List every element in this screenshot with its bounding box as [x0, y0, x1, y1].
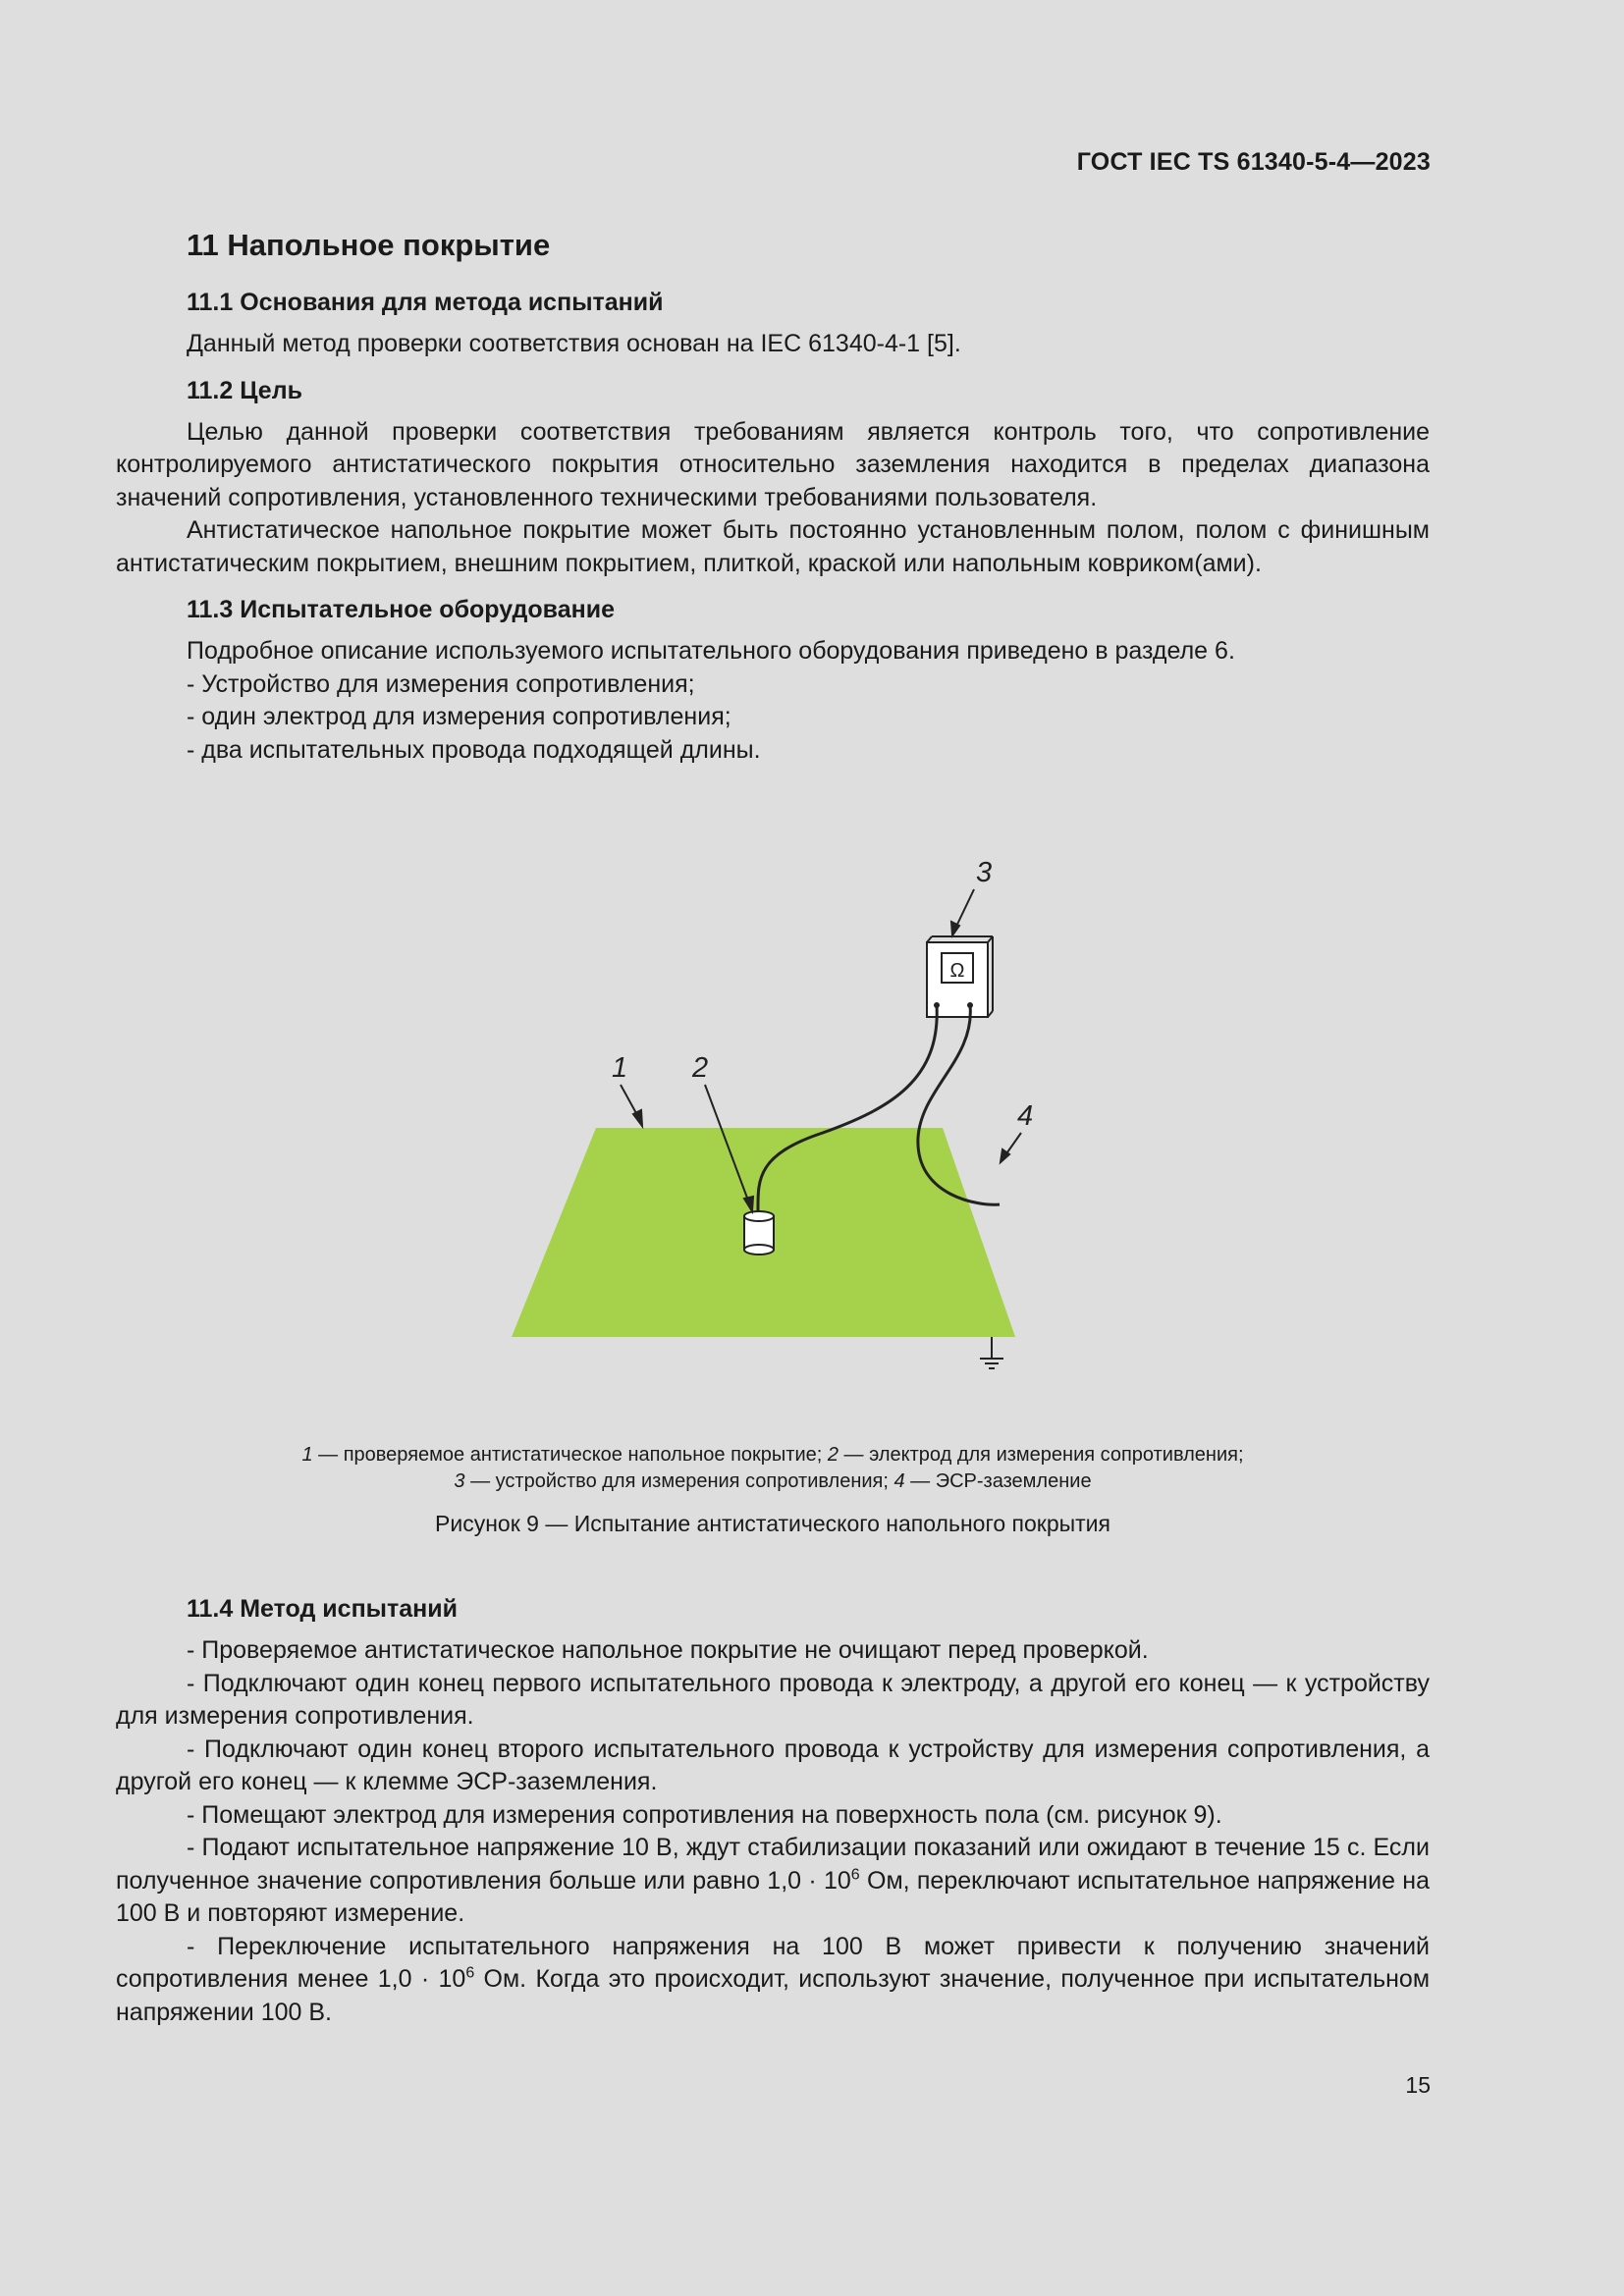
- exponent: 6: [850, 1866, 860, 1884]
- method-step: - Подключают один конец первого испытательного провода к электроду, а другой его конец — к устройству для измерения сопротивления.: [116, 1669, 1430, 1730]
- legend-number: 3: [454, 1470, 465, 1492]
- method-step: - Проверяемое антистатическое напольное покрытие не очищают перед проверкой.: [187, 1636, 1149, 1664]
- method-step-text: - Подают испытательное напряжение 10 В, ждут стабилизации показаний или ожидают в течение 15 с. Если полученное значение сопротивления больше или равно 1,0 · 10: [116, 1834, 1430, 1895]
- legend-number: 2: [827, 1444, 839, 1466]
- ohm-symbol: Ω: [949, 960, 965, 982]
- figure-label-1: 1: [612, 1052, 628, 1084]
- ground-symbol: [980, 1337, 1003, 1368]
- list-item: - два испытательных провода подходящей длины.: [187, 735, 761, 764]
- paragraph-basis: Данный метод проверки соответствия основан на IEC 61340-4-1 [5].: [187, 330, 961, 357]
- figure-caption: Рисунок 9 — Испытание антистатического напольного покрытия: [435, 1511, 1110, 1536]
- page-number: 15: [1405, 2072, 1431, 2098]
- legend-text: — устройство для измерения сопротивления;: [464, 1470, 894, 1492]
- subsection-title-11-4: 11.4 Метод испытаний: [187, 1595, 459, 1623]
- electrode: [744, 1211, 774, 1255]
- list-item: - Устройство для измерения сопротивления;: [187, 669, 695, 698]
- page-content: [116, 218, 1430, 2029]
- method-step-text: - Переключение испытательного напряжения на 100 В может привести к получению значений сопротивления менее 1,0 · 10: [116, 1932, 1430, 1993]
- figure-9: [116, 794, 1430, 1442]
- method-step-text: Ом, переключают испытательное напряжение на 100 В и повторяют измерение.: [116, 1866, 1430, 1927]
- paragraph-equipment-intro: Подробное описание используемого испытательного оборудования приведено в разделе 6.: [187, 637, 1235, 665]
- legend-text: — электрод для измерения сопротивления;: [839, 1444, 1244, 1466]
- leader-arrow-1: [633, 1110, 642, 1126]
- figure-label-4: 4: [1017, 1100, 1034, 1132]
- figure-legend-line-1: [116, 1442, 1430, 1468]
- paragraph-purpose-1: Целью данной проверки соответствия требованиям является контроль того, что сопротивление контролируемого антистатического покрытия относительно заземления находится в пределах диапазона значений сопротивления, установленного техническими требованиями пользователя.: [116, 417, 1430, 511]
- exponent: 6: [465, 1964, 475, 1982]
- figure-illustration: [116, 794, 1430, 1442]
- method-step: [116, 1931, 1430, 2030]
- legend-number: 4: [893, 1470, 905, 1492]
- subsection-title-11-2: 11.2 Цель: [187, 376, 302, 404]
- method-step: [116, 1832, 1430, 1931]
- subsection-title-11-3: 11.3 Испытательное оборудование: [187, 596, 615, 623]
- figure-label-3: 3: [976, 857, 993, 888]
- legend-text: — проверяемое антистатическое напольное покрытие;: [312, 1444, 828, 1466]
- paragraph-purpose-2: Антистатическое напольное покрытие может быть постоянно установленным полом, полом с финишным антистатическим покрытием, внешним покрытием, плиткой, краской или напольным ковриком(ами).: [116, 516, 1430, 577]
- subsection-title-11-1: 11.1 Основания для метода испытаний: [187, 289, 664, 316]
- list-item: - один электрод для измерения сопротивления;: [187, 703, 731, 730]
- method-step-text: Ом. Когда это происходит, используют значение, полученное при испытательном напряжении 100 В.: [116, 1965, 1431, 2026]
- legend-number: 1: [301, 1444, 313, 1466]
- document-code: ГОСТ IEC TS 61340-5-4—2023: [1076, 148, 1431, 176]
- section-title: 11 Напольное покрытие: [187, 228, 551, 262]
- figure-label-2: 2: [692, 1052, 709, 1084]
- legend-text: — ЭСР-заземление: [904, 1470, 1092, 1492]
- figure-legend-line-2: [116, 1468, 1430, 1495]
- method-step: - Помещают электрод для измерения сопротивления на поверхность пола (см. рисунок 9).: [187, 1800, 1222, 1829]
- method-step: - Подключают один конец второго испытательного провода к устройству для измерения сопротивления, а другой его конец — к клемме ЭСР-заземления.: [116, 1735, 1430, 1795]
